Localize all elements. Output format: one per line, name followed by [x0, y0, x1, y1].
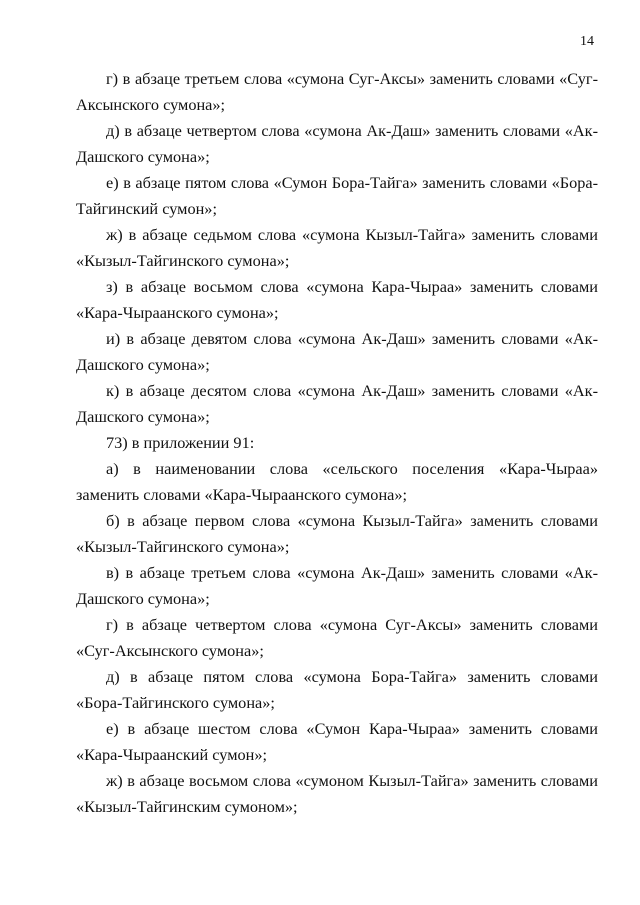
amendment-paragraph: е) в абзаце шестом слова «Сумон Кара-Чыраа» заменить словами «Кара-Чыраанский сумон»;	[76, 719, 598, 764]
amendment-paragraph: е) в абзаце пятом слова «Сумон Бора-Тайга» заменить словами «Бора-Тайгинский сумон»;	[76, 173, 598, 218]
amendment-paragraph: д) в абзаце пятом слова «сумона Бора-Тайга» заменить словами «Бора-Тайгинского сумона»;	[76, 667, 598, 712]
amendment-paragraph: ж) в абзаце восьмом слова «сумоном Кызыл-Тайга» заменить словами «Кызыл-Тайгинским сумоном»;	[76, 771, 598, 816]
page-number: 14	[580, 34, 594, 49]
document-body	[76, 66, 598, 820]
amendment-paragraph: к) в абзаце десятом слова «сумона Ак-Даш» заменить словами «Ак-Дашского сумона»;	[76, 381, 598, 426]
amendment-paragraph: г) в абзаце четвертом слова «сумона Суг-Аксы» заменить словами «Суг-Аксынского сумона»;	[76, 615, 598, 660]
amendment-paragraph: з) в абзаце восьмом слова «сумона Кара-Чыраа» заменить словами «Кара-Чыраанского сумона»;	[76, 277, 598, 322]
amendment-paragraph: а) в наименовании слова «сельского поселения «Кара-Чыраа» заменить словами «Кара-Чыраанского сумона»;	[76, 459, 598, 504]
amendment-paragraph: в) в абзаце третьем слова «сумона Ак-Даш» заменить словами «Ак-Дашского сумона»;	[76, 563, 598, 608]
amendment-paragraph: и) в абзаце девятом слова «сумона Ак-Даш» заменить словами «Ак-Дашского сумона»;	[76, 329, 598, 374]
amendment-paragraph: д) в абзаце четвертом слова «сумона Ак-Даш» заменить словами «Ак-Дашского сумона»;	[76, 121, 598, 166]
amendment-paragraph: г) в абзаце третьем слова «сумона Суг-Аксы» заменить словами «Суг-Аксынского сумона»;	[76, 69, 598, 114]
amendment-paragraph: ж) в абзаце седьмом слова «сумона Кызыл-Тайга» заменить словами «Кызыл-Тайгинского сумона»;	[76, 225, 598, 270]
amendment-paragraph: б) в абзаце первом слова «сумона Кызыл-Тайга» заменить словами «Кызыл-Тайгинского сумона»;	[76, 511, 598, 556]
section-heading-paragraph: 73) в приложении 91:	[106, 433, 255, 452]
